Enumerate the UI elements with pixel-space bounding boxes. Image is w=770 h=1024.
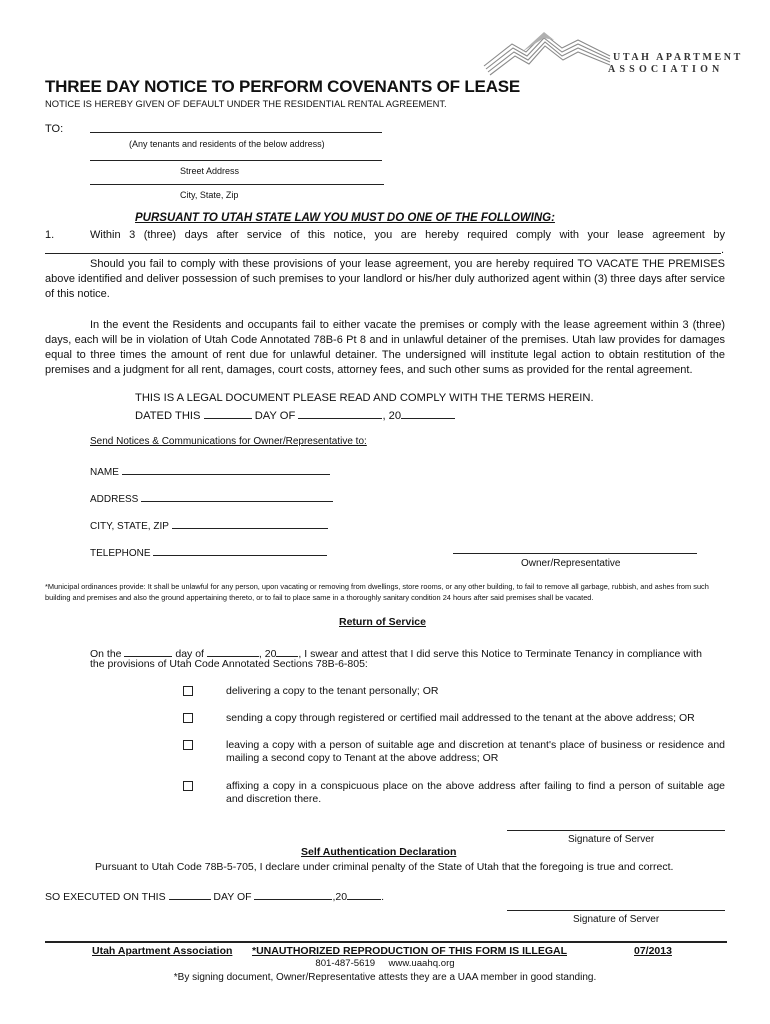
service-option-3-checkbox[interactable]	[183, 740, 193, 750]
dated-year-blank[interactable]	[401, 406, 455, 419]
street-address-caption: Street Address	[180, 166, 240, 176]
utah-apartment-association-logo	[482, 22, 612, 77]
city-state-zip-label: CITY, STATE, ZIP	[90, 521, 169, 532]
city-state-zip-field[interactable]	[172, 516, 328, 529]
legal-document-notice: THIS IS A LEGAL DOCUMENT PLEASE READ AND COMPLY WITH THE TERMS HEREIN.	[135, 392, 594, 404]
self-authentication-text: Pursuant to Utah Code 78B-5-705, I declare under criminal penalty of the State of Utah that the foregoing is true and correct.	[95, 861, 674, 873]
dated-day-blank[interactable]	[204, 406, 252, 419]
send-notices-heading: Send Notices & Communications for Owner/Representative to:	[90, 436, 367, 447]
server-signature-line-2[interactable]	[507, 910, 725, 911]
server-signature-line-1[interactable]	[507, 830, 725, 831]
document-title: THREE DAY NOTICE TO PERFORM COVENANTS OF LEASE	[45, 77, 521, 96]
footer-rule	[45, 941, 727, 943]
unlawful-detainer-paragraph: In the event the Residents and occupants fail to either vacate the premises or comply with the lease agreement within 3 (three) days, each will be in violation of Utah Code Annotated 78B-6 Pt 8 and in unlawful detainer of the premises. Utah law provides for damages equal to three times the amount of rent due for unlawful detainer. The undersigned will institute legal action to obtain restitution of the premises and a judgment for all rent, damages, court costs, attorney fees, and such other sums as provided for the rental agreement.	[45, 319, 725, 376]
executed-day-of-label: DAY OF	[213, 891, 252, 903]
service-month-blank[interactable]	[207, 644, 259, 657]
tenant-name-line[interactable]	[90, 132, 382, 133]
dated-day-of-label: DAY OF	[254, 410, 296, 422]
footer-contact: 801-487-5619 www.uaahq.org	[315, 958, 455, 969]
pursuant-heading: PURSUANT TO UTAH STATE LAW YOU MUST DO ONE OF THE FOLLOWING:	[135, 212, 555, 224]
footer-association: Utah Apartment Association	[92, 945, 233, 957]
self-authentication-heading: Self Authentication Declaration	[301, 846, 457, 858]
service-option-2-label: sending a copy through registered or certified mail addressed to the tenant at the above address; OR	[226, 712, 695, 724]
logo-line-2: ASSOCIATION	[608, 64, 724, 75]
executed-date-line	[45, 887, 384, 903]
contact-telephone-row	[90, 543, 327, 559]
vacate-paragraph: Should you fail to comply with these provisions of your lease agreement, you are hereby required TO VACATE THE PREMISES above identified and deliver possession of such premises to your landlord or his/her duly authorized agent within (3) three days after service of this notice.	[45, 258, 725, 300]
executed-year-prefix: ,20	[332, 891, 348, 903]
footer-member-note: *By signing document, Owner/Representative attests they are a UAA member in good standing.	[173, 972, 597, 983]
service-option-4-label: affixing a copy in a conspicuous place on the above address after failing to find a person of suitable age and discretion there.	[226, 780, 725, 805]
city-state-zip-line[interactable]	[90, 184, 384, 185]
telephone-label: TELEPHONE	[90, 548, 151, 559]
server-signature-caption-1: Signature of Server	[568, 834, 655, 845]
dated-year-prefix: , 20	[382, 410, 402, 422]
service-year-prefix: , 20	[258, 648, 277, 660]
logo-line-1: UTAH APARTMENT	[613, 52, 743, 63]
telephone-field[interactable]	[153, 543, 327, 556]
dated-month-blank[interactable]	[298, 406, 382, 419]
lease-requirement-line[interactable]	[45, 253, 721, 254]
to-label: TO:	[45, 123, 64, 135]
executed-month-blank[interactable]	[254, 887, 332, 900]
owner-signature-line[interactable]	[453, 553, 697, 554]
footer-form-date: 07/2013	[634, 945, 672, 957]
street-address-line[interactable]	[90, 160, 382, 161]
service-day-of-label: day of	[175, 648, 204, 660]
item-1-text: Within 3 (three) days after service of this notice, you are hereby required comply with your lease agreement by	[90, 229, 725, 241]
tenants-caption: (Any tenants and residents of the below address)	[129, 139, 325, 149]
service-day-blank[interactable]	[124, 644, 172, 657]
name-field[interactable]	[122, 462, 330, 475]
address-label: ADDRESS	[90, 494, 139, 505]
service-option-1-checkbox[interactable]	[183, 686, 193, 696]
on-the-label: On the	[90, 648, 122, 660]
dated-line	[135, 406, 455, 424]
contact-name-row	[90, 462, 330, 478]
service-option-2-checkbox[interactable]	[183, 713, 193, 723]
owner-representative-caption: Owner/Representative	[521, 558, 621, 569]
service-option-1-label: delivering a copy to the tenant personally; OR	[226, 685, 439, 697]
executed-this-label: SO EXECUTED ON THIS	[45, 891, 166, 903]
city-state-zip-caption: City, State, Zip	[180, 190, 239, 200]
executed-period: .	[381, 891, 384, 903]
return-of-service-heading: Return of Service	[339, 616, 426, 628]
swear-attest-text: , I swear and attest that I did serve this Notice to Terminate Tenancy in compliance with	[298, 648, 702, 660]
executed-day-blank[interactable]	[169, 887, 211, 900]
contact-city-row	[90, 516, 328, 532]
municipal-ordinance-note: *Municipal ordinances provide: It shall be unlawful for any person, upon vacating or removing from dwellings, store rooms, or any other building, to fail to remove all garbage, rubbish, and ashes from such building and premises and also the ground appertaining thereto, or to fail to place same in a thoroughly sanitary condition 24 hours after said premises shall be vacated.	[45, 582, 709, 602]
footer-warning: *UNAUTHORIZED REPRODUCTION OF THIS FORM IS ILLEGAL	[252, 945, 567, 957]
notice-subtitle: NOTICE IS HEREBY GIVEN OF DEFAULT UNDER THE RESIDENTIAL RENTAL AGREEMENT.	[45, 98, 447, 109]
provisions-text: the provisions of Utah Code Annotated Sections 78B-6-805:	[90, 658, 368, 670]
lease-requirement-period: .	[721, 244, 725, 256]
address-field[interactable]	[141, 489, 333, 502]
item-1-number: 1.	[45, 229, 55, 241]
server-signature-caption-2: Signature of Server	[573, 914, 660, 925]
name-label: NAME	[90, 467, 119, 478]
service-option-4-checkbox[interactable]	[183, 781, 193, 791]
service-year-blank[interactable]	[276, 644, 298, 657]
executed-year-blank[interactable]	[347, 887, 381, 900]
service-option-3-label: leaving a copy with a person of suitable age and discretion at tenant's place of business or residence and mailing a second copy to Tenant at the above address; OR	[226, 739, 725, 764]
contact-address-row	[90, 489, 333, 505]
dated-this-label: DATED THIS	[135, 410, 201, 422]
